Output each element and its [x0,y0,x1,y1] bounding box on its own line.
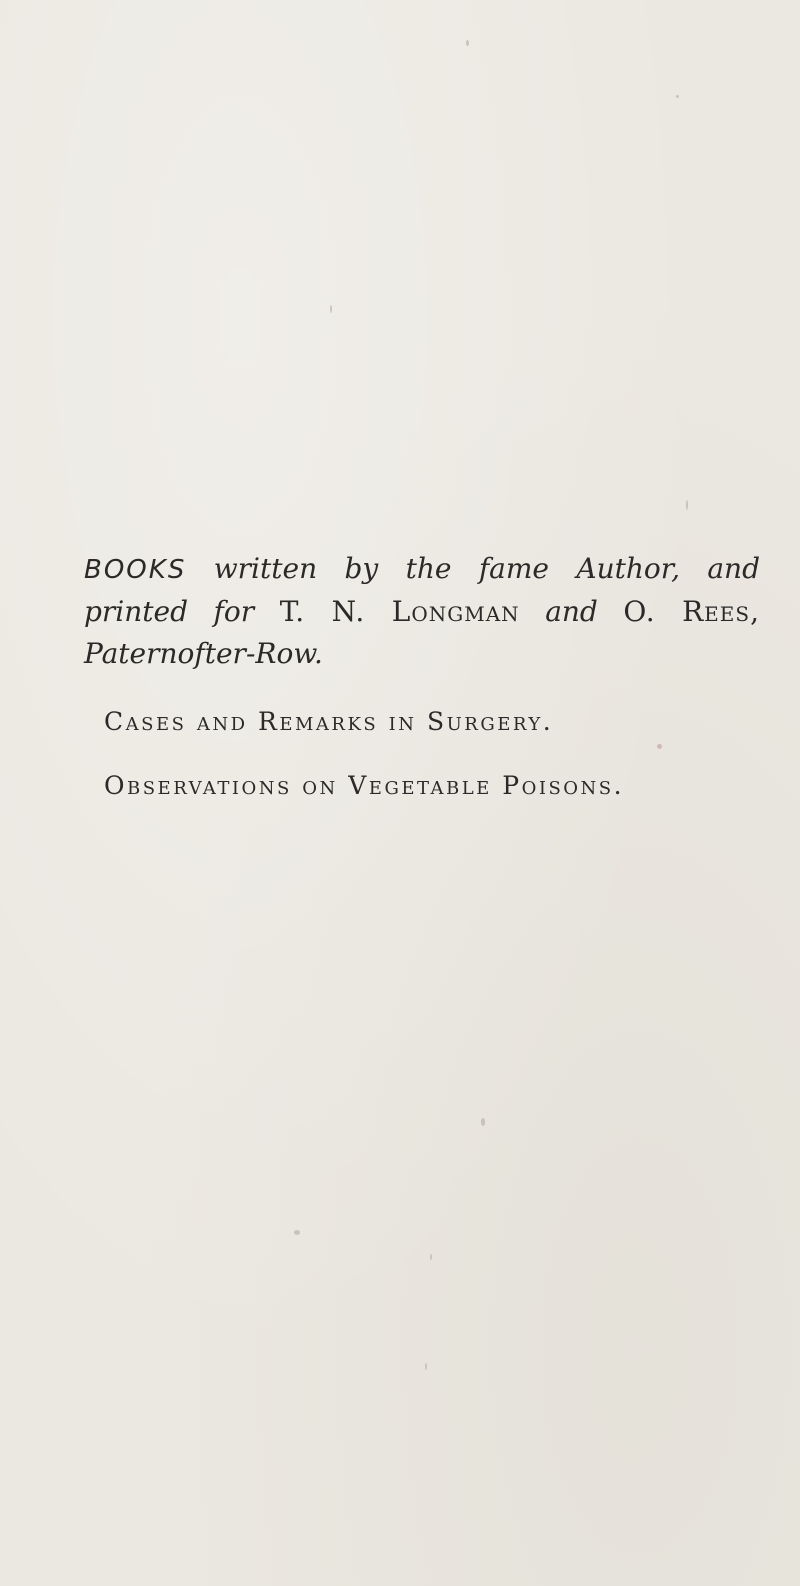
advertisement-heading-block [84,548,760,675]
book-entry: Cases and Remarks in Surgery. [104,707,554,736]
heading-intro: written by the fame Author, [213,552,680,585]
book-entry: Observations on Vegetable Poisons. [104,771,625,800]
heading-printed-for: and printed for [84,552,760,628]
printer-name-1: T. N. Longman [279,595,520,628]
books-label: BOOKS [84,555,187,585]
paper-speck [294,1230,300,1235]
paper-speck [686,500,688,510]
paper-speck [425,1363,427,1370]
advertisement-heading [84,548,760,675]
paper-speck [330,305,332,313]
paper-speck [430,1254,432,1260]
paper-speck [657,744,662,749]
paper-speck [466,40,469,46]
heading-conjunction: and [545,595,598,628]
printer-name-2: O. Rees, [623,595,760,628]
paper-speck [676,95,679,98]
heading-place: Paternofter-Row. [84,637,323,670]
paper-speck [481,1118,485,1126]
